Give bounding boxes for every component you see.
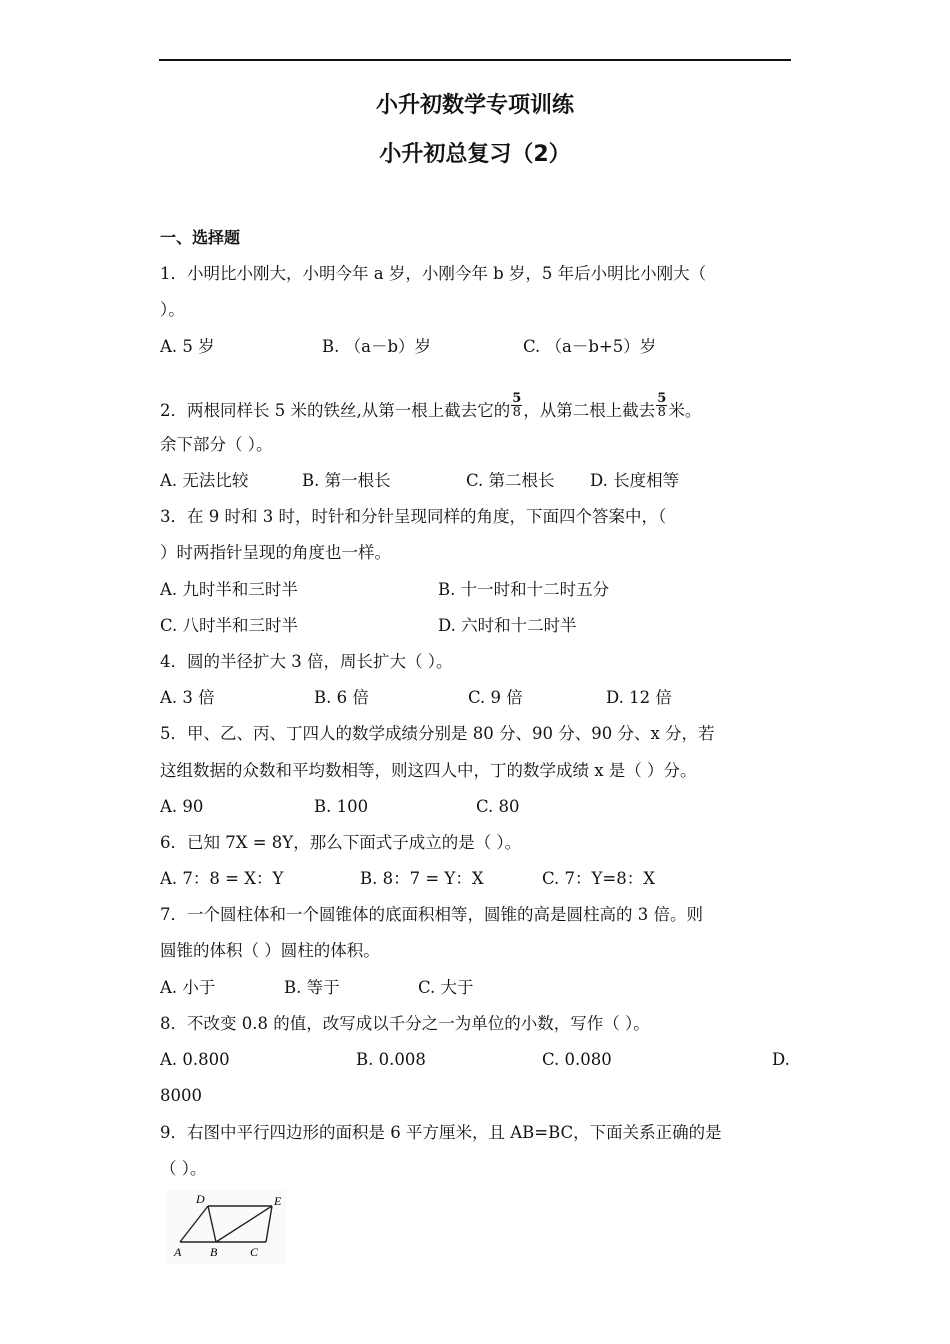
header-rule: [159, 59, 791, 61]
q5-stem-line1: 5．甲、乙、丙、丁四人的数学成绩分别是 80 分、90 分、90 分、x 分，若: [160, 724, 715, 743]
q3-stem-line1: 3．在 9 时和 3 时，时针和分针呈现同样的角度，下面四个答案中，（: [160, 507, 667, 526]
q3-option-b: B. 十一时和十二时五分: [438, 580, 610, 599]
q7-option-b: B. 等于: [284, 978, 340, 997]
q7-stem-line2: 圆锥的体积（ ）圆柱的体积。: [160, 941, 380, 960]
q3-stem-line2: ）时两指针呈现的角度也一样。: [160, 543, 391, 562]
q7-option-a: A. 小于: [160, 978, 216, 997]
label-a: A: [174, 1245, 182, 1259]
q2-option-d: D. 长度相等: [590, 471, 680, 490]
label-d: D: [196, 1192, 205, 1206]
q8-option-d-value: 8000: [160, 1086, 202, 1105]
q8-option-a: A. 0.800: [160, 1050, 230, 1069]
q2-fraction-2-numerator: 5: [657, 391, 667, 406]
q2-stem-line1: [160, 391, 702, 425]
q2-option-c: C. 第二根长: [466, 471, 555, 490]
q6-stem: 6．已知 7X = 8Y，那么下面式子成立的是（ ）。: [160, 833, 522, 852]
q2-fraction-2: [656, 392, 667, 419]
q1-option-c: C. （a－b+5）岁: [523, 337, 657, 356]
q8-stem: 8．不改变 0.8 的值，改写成以千分之一为单位的小数，写作（ ）。: [160, 1014, 650, 1033]
q7-stem-line1: 7．一个圆柱体和一个圆锥体的底面积相等，圆锥的高是圆柱高的 3 倍。则: [160, 905, 703, 924]
section-heading: 一、选择题: [160, 228, 241, 247]
q2-fraction-1-numerator: 5: [512, 391, 522, 406]
q6-option-c: C. 7：Y=8：X: [542, 869, 655, 888]
q9-stem-line2: （ ）。: [160, 1159, 207, 1178]
page-title: 小升初数学专项训练: [375, 93, 574, 118]
q8-option-c: C. 0.080: [542, 1050, 612, 1069]
q2-option-b: B. 第一根长: [302, 471, 391, 490]
q9-stem-line1: 9．右图中平行四边形的面积是 6 平方厘米，且 AB=BC，下面关系正确的是: [160, 1123, 722, 1142]
label-b: B: [210, 1245, 218, 1259]
q2-text-part1: 2．两根同样长 5 米的铁丝,从第一根上截去它的: [160, 401, 511, 420]
q3-option-d: D. 六时和十二时半: [438, 616, 577, 635]
q2-fraction-1-denominator: 8: [512, 405, 521, 420]
q5-option-a: A. 90: [160, 797, 204, 816]
q4-option-a: A. 3 倍: [160, 688, 215, 707]
label-c: C: [250, 1245, 259, 1259]
q2-text-part3: 米。: [668, 401, 702, 420]
q4-option-d: D. 12 倍: [606, 688, 672, 707]
q7-option-c: C. 大于: [418, 978, 474, 997]
q6-option-b: B. 8：7 = Y：X: [360, 869, 484, 888]
q1-stem-line2: ）。: [160, 300, 185, 319]
q5-option-b: B. 100: [314, 797, 369, 816]
q6-option-a: A. 7：8 = X：Y: [160, 869, 284, 888]
q4-option-b: B. 6 倍: [314, 688, 369, 707]
q1-option-a: A. 5 岁: [160, 337, 215, 356]
label-e: E: [274, 1194, 282, 1208]
q2-option-a: A. 无法比较: [160, 471, 249, 490]
page-subtitle: 小升初总复习（2）: [379, 142, 571, 167]
q2-fraction-1: [511, 392, 522, 419]
parallelogram-figure: [166, 1190, 286, 1264]
q5-option-c: C. 80: [476, 797, 520, 816]
q3-option-a: A. 九时半和三时半: [160, 580, 298, 599]
q3-option-c: C. 八时半和三时半: [160, 616, 299, 635]
q2-stem-line2: 余下部分（ ）。: [160, 435, 273, 454]
q2-fraction-2-denominator: 8: [657, 405, 666, 420]
q2-text-part2: ，从第二根上截去: [523, 401, 656, 420]
q1-stem-line1: 1．小明比小刚大，小明今年 a 岁，小刚今年 b 岁，5 年后小明比小刚大（: [160, 264, 707, 283]
q8-option-d-label: D.: [772, 1050, 790, 1069]
q4-option-c: C. 9 倍: [468, 688, 523, 707]
q1-option-b: B. （a－b）岁: [322, 337, 432, 356]
q4-stem: 4．圆的半径扩大 3 倍，周长扩大（ ）。: [160, 652, 453, 671]
q8-option-b: B. 0.008: [356, 1050, 426, 1069]
q5-stem-line2: 这组数据的众数和平均数相等，则这四人中，丁的数学成绩 x 是（ ）分。: [160, 761, 697, 780]
